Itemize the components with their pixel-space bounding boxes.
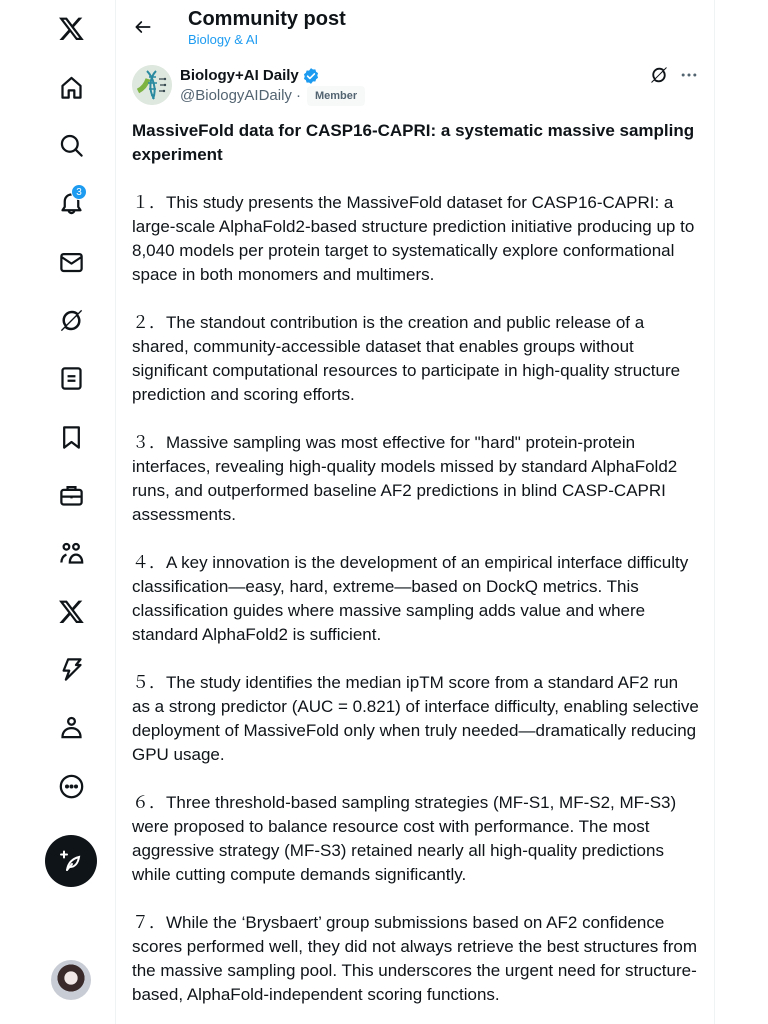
x-logo-icon [58,598,85,625]
more-options-button[interactable] [678,64,700,86]
author-name-link[interactable] [180,66,320,86]
sidebar-item-explore[interactable] [45,119,97,171]
post-title: MassiveFold data for CASP16-CAPRI: a systematic massive sampling experiment [132,121,695,164]
x-logo-icon [58,15,85,42]
post-actions [648,64,700,86]
compose-post-button[interactable] [45,835,97,887]
sidebar-item-profile[interactable] [45,701,97,753]
page-title: Community post [188,8,346,30]
post [132,64,700,1007]
briefcase-icon [58,482,85,509]
grok-action-button[interactable] [648,64,670,86]
post-paragraph-2: ２．The standout contribution is the creation and public release of a shared, community-accessible dataset that enables groups without significant computational resources to participate in high-quality structure prediction and scoring efforts. [132,313,681,404]
grok-icon [58,307,85,334]
sidebar-item-logo[interactable] [45,2,97,54]
people-icon [58,540,85,567]
sidebar-item-verified-orgs[interactable] [45,643,97,695]
sidebar-item-messages[interactable] [45,236,97,288]
home-icon [58,74,85,101]
dna-logo-icon [132,65,172,105]
verified-badge-icon [302,67,320,85]
author-handle[interactable]: @BiologyAIDaily [180,87,292,104]
sidebar-item-home[interactable] [45,61,97,113]
member-badge: Member [307,86,365,106]
account-avatar[interactable] [51,960,91,1000]
sidebar-item-more[interactable] [45,760,97,812]
post-paragraph-4: ４．A key innovation is the development of an empirical interface difficulty classification—easy, hard, extreme—based on DockQ metrics. This classification guides where massive sampling adds value and where standard AlphaFold2 is sufficient. [132,553,689,644]
post-paragraph-6: ６．Three threshold-based sampling strategies (MF-S1, MF-S2, MF-S3) were proposed to balance resource cost with performance. The most aggressive strategy (MF-S3) retained nearly all high-quality predictions while cutting compute demands significantly. [132,793,677,884]
grok-icon [649,65,669,85]
author-avatar[interactable] [132,65,172,105]
arrow-left-icon [133,17,153,37]
sidebar-item-lists[interactable] [45,352,97,404]
post-paragraph-3: ３．Massive sampling was most effective for "hard" protein-protein interfaces, revealing high-quality models missed by standard AlphaFold2 runs, and outperformed baseline AF2 predictions in blind CASP-CAPRI assessments. [132,433,678,524]
author-handle-row [180,86,365,106]
more-circle-icon [58,773,85,800]
post-paragraph-7: ７．While the ‘Brysbaert’ group submissions based on AF2 confidence scores performed well, they did not always retrieve the best structures from the massive sampling pool. This underscores the urgent need for structure-based, AlphaFold-independent scoring functions. [132,913,698,1004]
page-header [116,0,714,56]
sidebar-nav [0,0,116,1024]
separator-dot: · [295,87,301,104]
lightning-icon [58,656,85,683]
main-column [115,0,715,1024]
search-icon [58,132,85,159]
author-row [132,64,700,108]
sidebar-item-bookmarks[interactable] [45,411,97,463]
back-button[interactable] [126,10,160,44]
person-icon [58,714,85,741]
post-paragraph-1: １．This study presents the MassiveFold dataset for CASP16-CAPRI: a large-scale AlphaFold2-based structure prediction initiative producing up to 8,040 models per protein target to systematically explore conformational space in both monomers and multimers. [132,193,695,284]
author-name: Biology+AI Daily [180,67,299,84]
notification-badge: 3 [71,184,87,200]
sidebar-item-jobs[interactable] [45,469,97,521]
sidebar-item-communities[interactable] [45,527,97,579]
mail-icon [58,249,85,276]
sidebar-item-premium[interactable] [45,585,97,637]
post-paragraph-5: ５．The study identifies the median ipTM score from a standard AF2 run as a strong predictor (AUC = 0.821) of interface difficulty, enabling selective deployment of MassiveFold only when truly needed—dramatically reducing GPU usage. [132,673,699,764]
sidebar-item-grok[interactable] [45,294,97,346]
feather-plus-icon [59,849,83,873]
list-icon [58,365,85,392]
bookmark-icon [58,424,85,451]
community-link[interactable]: Biology & AI [188,32,259,47]
more-horizontal-icon [679,65,699,85]
sidebar-item-notifications[interactable] [45,177,97,229]
